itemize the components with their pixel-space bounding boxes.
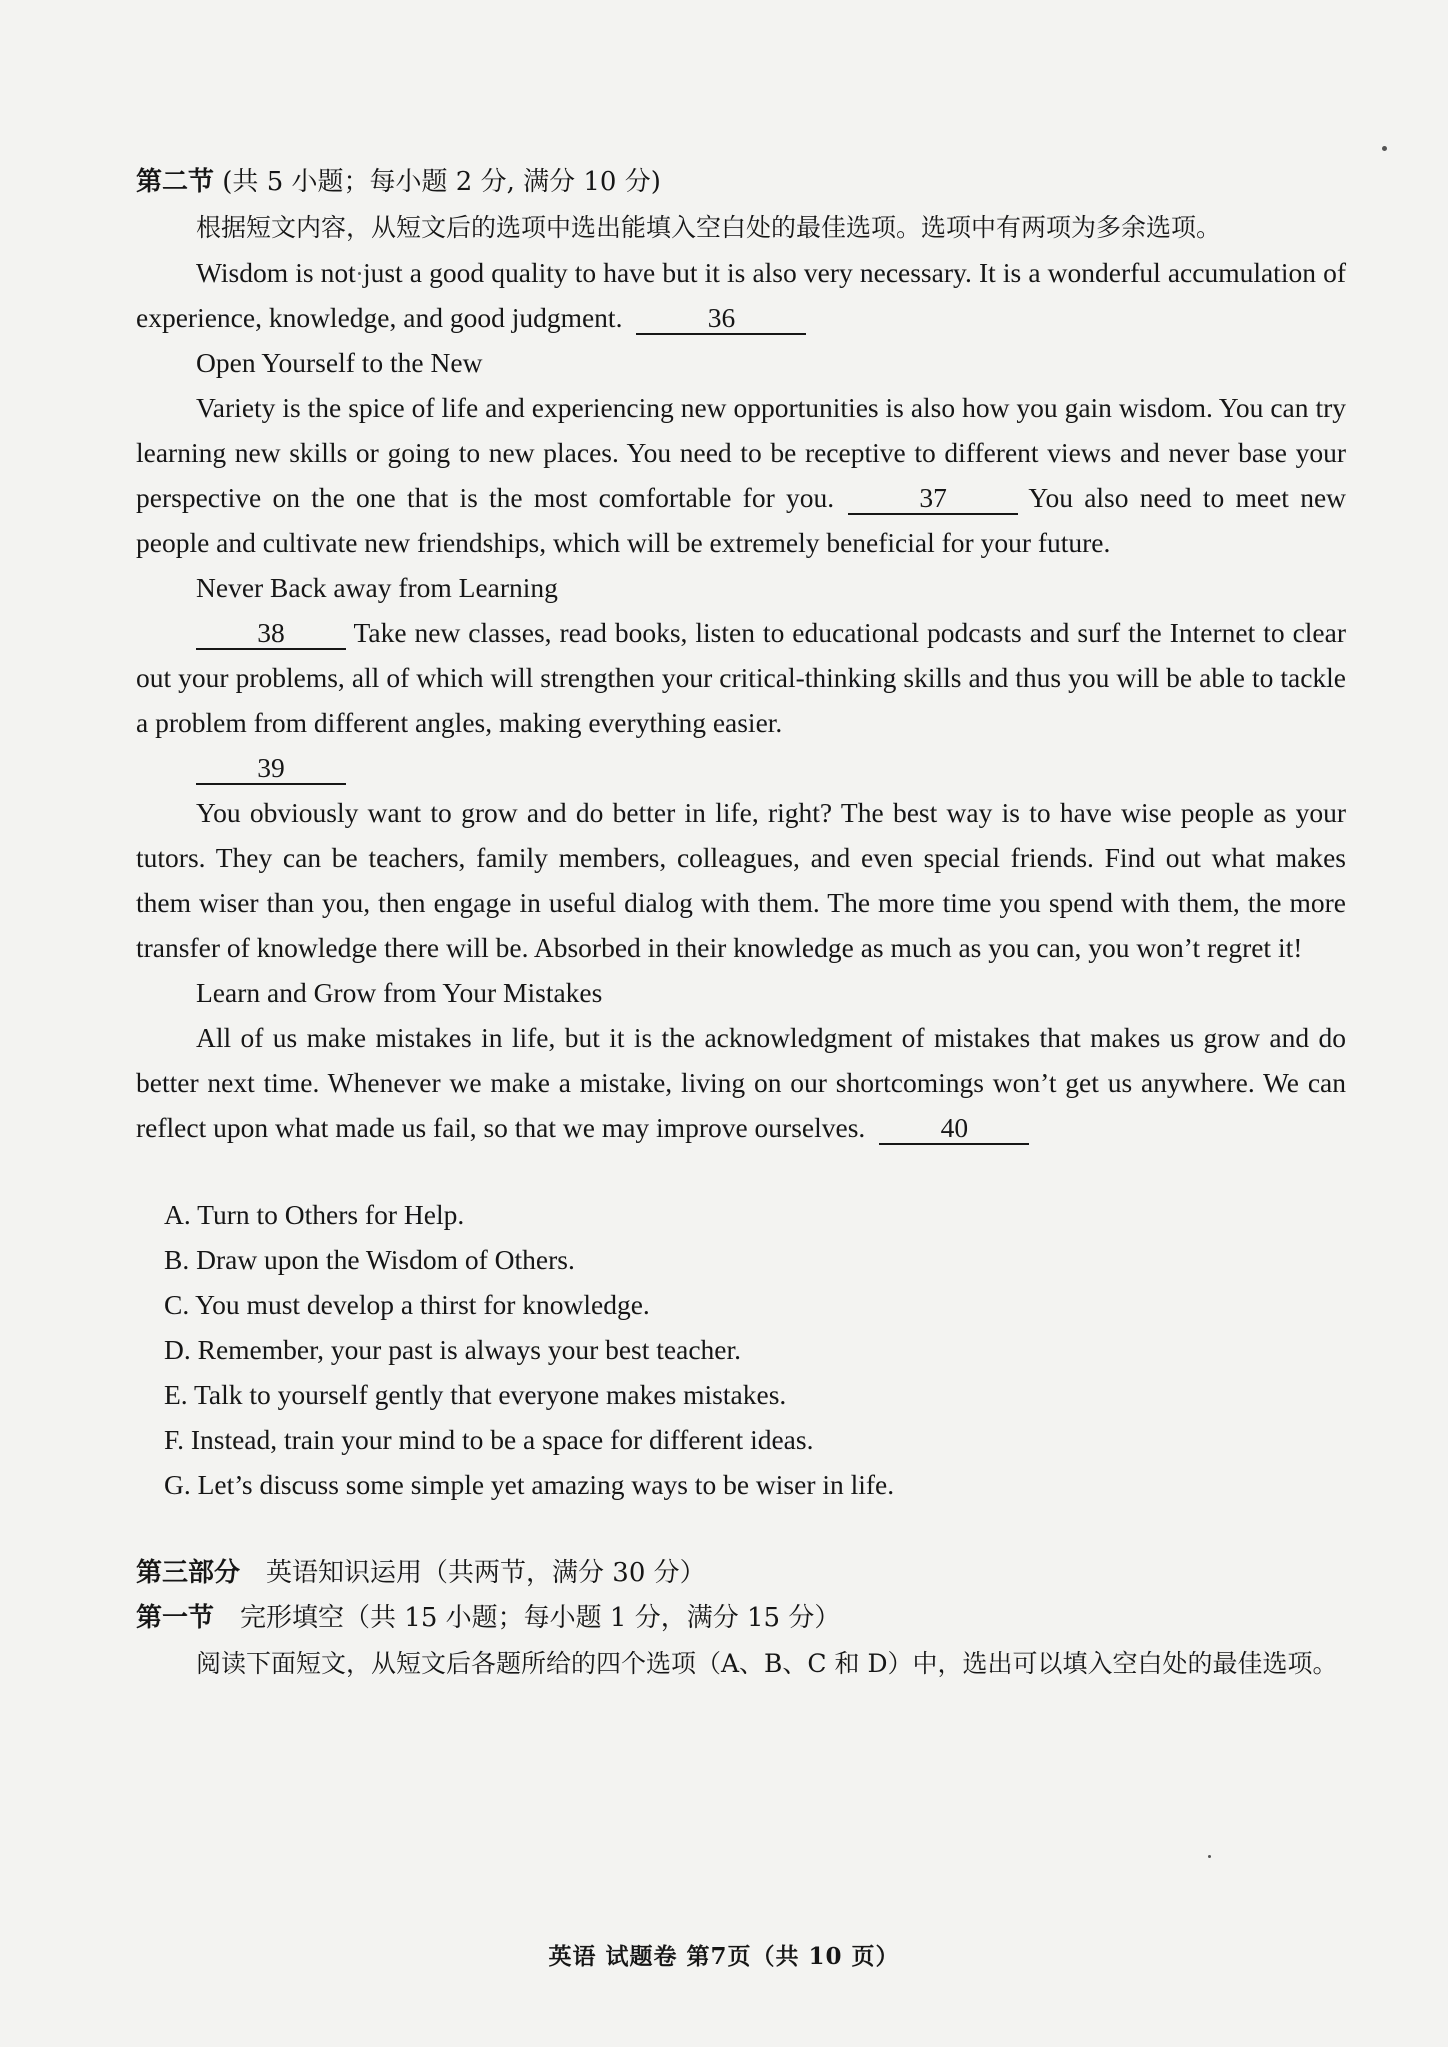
passage-paragraph-4: You obviously want to grow and do better in life, right? The best way is to have wise people as your tutors. They can be teachers, family members, colleagues, and even special friends. Find out what makes them wiser than you, then engage in useful dialog with them. The more time you spend with them, the more transfer of knowledge there will be. Absorbed in their knowledge as much as you can, you won’t regret it! (136, 797, 1346, 963)
answer-options (136, 1192, 1346, 1507)
paragraph-text-continued: You also need to meet new people and cultivate new friendships, which will be extremely beneficial for your future. (136, 482, 1347, 558)
passage-paragraph-3 (136, 610, 1346, 745)
passage-subtitle-3: Learn and Grow from Your Mistakes (196, 977, 603, 1008)
passage-subtitle-blank-39 (136, 745, 1346, 790)
section2-instructions: 根据短文内容，从短文后的选项中选出能填入空白处的最佳选项。选项中有两项为多余选项。 (196, 213, 1222, 242)
section2-heading-label: 第二节 (136, 167, 215, 197)
answer-blank-38: 38 (196, 618, 346, 650)
part3-section (136, 1551, 1346, 1686)
paragraph-text: Variety is the spice of life and experiencing new opportunities is also how you gain wisdom. You can try learning new skills or going to new places. You need to be receptive to different views and never base your perspective on the one that is the most comfortable for you. (136, 392, 1346, 513)
part3-heading-detail: 英语知识运用（共两节，满分 30 分） (240, 1558, 706, 1588)
part3-heading (136, 1551, 1346, 1596)
passage-paragraph-5 (136, 1015, 1346, 1150)
part3-subheading (136, 1596, 1346, 1641)
option-c: C. You must develop a thirst for knowledge. (164, 1289, 650, 1320)
page-content (136, 160, 1346, 1686)
scan-speck (1382, 146, 1387, 151)
part3-heading-label: 第三部分 (136, 1558, 241, 1588)
option-f: F. Instead, train your mind to be a space for different ideas. (164, 1424, 814, 1455)
answer-blank-36: 36 (636, 303, 806, 335)
paragraph-text: Wisdom is not just a good quality to have but it is also very necessary. It is a wonderful accumulation of experience, knowledge, and good judgment. (136, 257, 1346, 333)
part3-subheading-label: 第一节 (136, 1603, 215, 1633)
passage-paragraph-1 (136, 250, 1346, 340)
answer-blank-39: 39 (196, 753, 346, 785)
section2-heading (136, 160, 1346, 205)
option-g: G. Let’s discuss some simple yet amazing ways to be wiser in life. (164, 1469, 895, 1500)
section2-heading-detail: (共 5 小题；每小题 2 分, 满分 10 分) (214, 167, 661, 197)
option-e: E. Talk to yourself gently that everyone makes mistakes. (164, 1379, 787, 1410)
option-d: D. Remember, your past is always your best teacher. (164, 1334, 742, 1365)
paragraph-text: All of us make mistakes in life, but it is the acknowledgment of mistakes that makes us grow and do better next time. Whenever we make a mistake, living on our shortcomings won’t get us anywhere. We can reflect upon what made us fail, so that we may improve ourselves. (136, 1022, 1346, 1143)
passage-subtitle-1: Open Yourself to the New (196, 347, 483, 378)
paragraph-text: Take new classes, read books, listen to educational podcasts and surf the Internet to clear out your problems, all of which will strengthen your critical-thinking skills and thus you will be able to tackle a problem from different angles, making everything easier. (136, 617, 1346, 738)
page-footer: 英语 试题卷 第7页（共 10 页） (548, 1943, 900, 1970)
part3-instructions: 阅读下面短文，从短文后各题所给的四个选项（A、B、C 和 D）中，选出可以填入空白处的最佳选项。 (196, 1649, 1338, 1678)
option-b: B. Draw upon the Wisdom of Others. (164, 1244, 575, 1275)
answer-blank-40: 40 (879, 1113, 1029, 1145)
answer-blank-37: 37 (848, 483, 1018, 515)
part3-subheading-detail: 完形填空（共 15 小题；每小题 1 分，满分 15 分） (214, 1603, 841, 1633)
scan-speck (1208, 1855, 1211, 1858)
option-a: A. Turn to Others for Help. (164, 1199, 465, 1230)
passage-subtitle-2: Never Back away from Learning (196, 572, 558, 603)
passage-paragraph-2 (136, 385, 1346, 565)
